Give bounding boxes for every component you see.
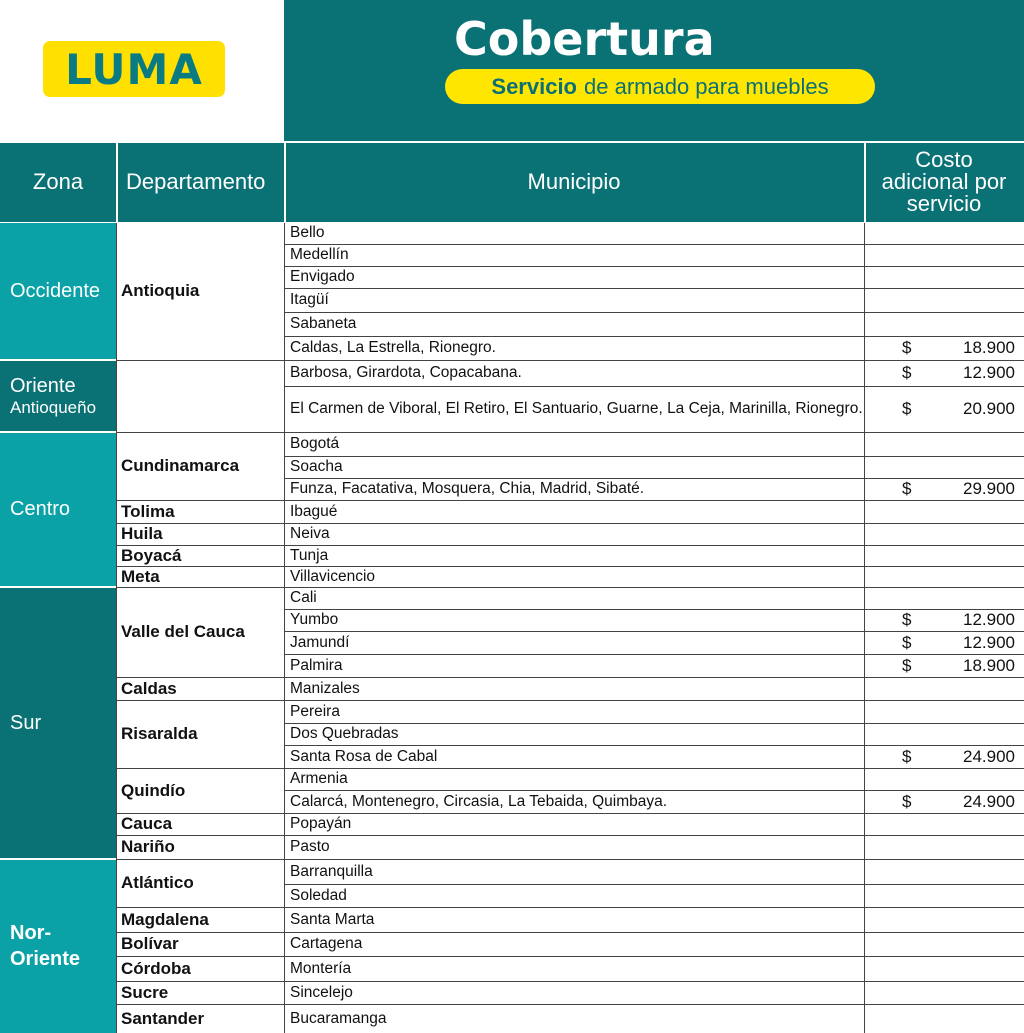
- table-row-municipio: [284, 1004, 864, 1033]
- table-row-costo: [864, 932, 1024, 956]
- grid-line: [0, 222, 1024, 223]
- grid-line: [116, 523, 284, 524]
- department-cell: [116, 1004, 284, 1033]
- zone-cell: [0, 360, 116, 432]
- grid-line: [0, 586, 116, 588]
- table-row-costo: [864, 288, 1024, 312]
- municipio-text: Dos Quebradas: [290, 725, 399, 742]
- municipio-text: Sabaneta: [290, 315, 357, 332]
- grid-line: [284, 631, 1024, 632]
- grid-line: [284, 768, 1024, 769]
- grid-line: [284, 813, 1024, 814]
- municipio-text: Yumbo: [290, 611, 339, 628]
- table-row-municipio: [284, 360, 864, 386]
- department-cell: [116, 432, 284, 500]
- municipio-text: Santa Rosa de Cabal: [290, 747, 438, 765]
- municipio-text: Villavicencio: [290, 567, 376, 585]
- grid-line: [0, 141, 1024, 143]
- municipio-text: Tunja: [290, 546, 329, 564]
- currency-symbol: $: [902, 791, 912, 811]
- table-row-costo: [864, 222, 1024, 244]
- table-row-costo: [864, 266, 1024, 288]
- table-row-costo: [864, 700, 1024, 723]
- grid-line: [116, 700, 284, 701]
- table-row-costo: [864, 360, 1024, 386]
- table-row-municipio: [284, 932, 864, 956]
- grid-line: [284, 654, 1024, 655]
- table-row-costo: [864, 609, 1024, 631]
- zone-cell: [0, 859, 116, 1033]
- grid-line: [116, 432, 284, 433]
- table-row-municipio: [284, 432, 864, 456]
- table-row-municipio: [284, 956, 864, 981]
- table-row-municipio: [284, 700, 864, 723]
- table-row-municipio: [284, 790, 864, 813]
- currency-symbol: $: [902, 746, 912, 766]
- grid-line: [116, 981, 284, 982]
- cost-amount: 18.900: [963, 338, 1015, 357]
- table-row-municipio: [284, 859, 864, 884]
- grid-line: [864, 141, 866, 222]
- table-row-costo: [864, 432, 1024, 456]
- grid-line: [116, 956, 284, 957]
- table-row-municipio: [284, 884, 864, 907]
- department-cell: [116, 813, 284, 835]
- department-label: Cundinamarca: [121, 456, 240, 475]
- table-row-costo: [864, 500, 1024, 523]
- department-label: Santander: [121, 1008, 205, 1028]
- grid-line: [284, 500, 1024, 501]
- currency-symbol: $: [902, 655, 912, 675]
- grid-line: [284, 360, 1024, 361]
- grid-line: [116, 907, 284, 908]
- table-row-municipio: [284, 222, 864, 244]
- municipio-text: Soledad: [290, 886, 347, 904]
- cost-amount: 24.900: [963, 746, 1015, 766]
- table-row-municipio: [284, 545, 864, 566]
- grid-line: [116, 360, 284, 361]
- municipio-text: Manizales: [290, 679, 360, 697]
- table-row-municipio: [284, 654, 864, 677]
- grid-line: [284, 859, 1024, 860]
- currency-symbol: $: [902, 399, 912, 418]
- currency-symbol: $: [902, 632, 912, 652]
- grid-line: [116, 141, 118, 222]
- department-cell: [116, 835, 284, 859]
- grid-line: [864, 222, 865, 1033]
- page-title: Cobertura: [454, 12, 715, 66]
- grid-line: [0, 359, 116, 361]
- grid-line: [116, 500, 284, 501]
- table-row-municipio: [284, 244, 864, 266]
- table-row-costo: [864, 566, 1024, 587]
- zone-label: Sur: [10, 711, 42, 734]
- currency-symbol: $: [902, 363, 912, 382]
- table-row-municipio: [284, 609, 864, 631]
- grid-line: [284, 677, 1024, 678]
- department-label: Sucre: [121, 982, 169, 1002]
- municipio-text: El Carmen de Viboral, El Retiro, El Santuario, Guarne, La Ceja, Marinilla, Rionegro.: [290, 400, 863, 417]
- table-row-municipio: [284, 566, 864, 587]
- zone-cell: [0, 222, 116, 360]
- grid-line: [284, 523, 1024, 524]
- column-label: Departamento: [126, 168, 266, 194]
- zone-cell: [0, 587, 116, 859]
- grid-line: [116, 587, 284, 588]
- table-row-costo: [864, 1004, 1024, 1033]
- grid-line: [116, 566, 284, 567]
- cost-amount: 20.900: [963, 399, 1015, 418]
- municipio-text: Pasto: [290, 838, 330, 855]
- cost-amount: 24.900: [963, 791, 1015, 811]
- table-row-municipio: [284, 631, 864, 654]
- department-label: Risaralda: [121, 724, 198, 743]
- column-label: Costo adicional por servicio: [881, 146, 1007, 216]
- department-label: Quindío: [121, 780, 186, 800]
- municipio-text: Itagüí: [290, 291, 329, 308]
- department-cell: [116, 500, 284, 523]
- table-row-municipio: [284, 266, 864, 288]
- header-zona: [0, 141, 116, 222]
- department-cell: [116, 587, 284, 677]
- municipio-text: Envigado: [290, 268, 355, 285]
- department-cell: [116, 956, 284, 981]
- table-row-costo: [864, 859, 1024, 884]
- grid-line: [284, 745, 1024, 746]
- table-row-costo: [864, 907, 1024, 932]
- currency-symbol: $: [902, 338, 912, 357]
- department-label: Meta: [121, 566, 160, 586]
- table-row-municipio: [284, 907, 864, 932]
- municipio-text: Soacha: [290, 458, 343, 475]
- header-costo: [864, 141, 1024, 222]
- grid-line: [284, 386, 1024, 387]
- grid-line: [284, 478, 1024, 479]
- table-row-municipio: [284, 587, 864, 609]
- grid-line: [284, 566, 1024, 567]
- department-label: Boyacá: [121, 545, 182, 565]
- department-label: Cauca: [121, 814, 173, 833]
- grid-line: [116, 768, 284, 769]
- header-municipio: [284, 141, 864, 222]
- table-row-municipio: [284, 745, 864, 768]
- table-row-municipio: [284, 981, 864, 1004]
- department-cell: [116, 360, 284, 432]
- table-row-costo: [864, 244, 1024, 266]
- department-cell: [116, 907, 284, 932]
- grid-line: [284, 312, 1024, 313]
- municipio-text: Caldas, La Estrella, Rionegro.: [290, 339, 496, 356]
- zone-label: Occidente: [10, 279, 101, 302]
- grid-line: [284, 723, 1024, 724]
- department-cell: [116, 222, 284, 360]
- department-cell: [116, 932, 284, 956]
- zone-label-2: Oriente: [10, 948, 81, 970]
- grid-line: [0, 431, 116, 433]
- table-row-costo: [864, 813, 1024, 835]
- table-row-costo: [864, 884, 1024, 907]
- zone-label: Centro: [10, 498, 71, 520]
- grid-line: [116, 859, 284, 860]
- table-row-costo: [864, 677, 1024, 700]
- municipio-text: Sincelejo: [290, 983, 353, 1001]
- table-row-municipio: [284, 500, 864, 523]
- table-row-municipio: [284, 677, 864, 700]
- table-row-costo: [864, 336, 1024, 360]
- department-cell: [116, 768, 284, 813]
- municipio-text: Bello: [290, 224, 325, 241]
- municipio-text: Bogotá: [290, 435, 340, 452]
- municipio-text: Montería: [290, 959, 352, 977]
- table-row-costo: [864, 790, 1024, 813]
- department-label: Huila: [121, 524, 163, 543]
- currency-symbol: $: [902, 479, 912, 498]
- municipio-text: Medellín: [290, 246, 349, 263]
- table-row-municipio: [284, 723, 864, 745]
- municipio-text: Barbosa, Girardota, Copacabana.: [290, 364, 522, 381]
- grid-line: [284, 266, 1024, 267]
- municipio-text: Bucaramanga: [290, 1009, 387, 1027]
- department-label: Valle del Cauca: [121, 622, 245, 641]
- municipio-text: Funza, Facatativa, Mosquera, Chia, Madrid, Sibaté.: [290, 480, 645, 497]
- subtitle-bold: Servicio: [491, 73, 577, 99]
- grid-line: [284, 545, 1024, 546]
- table-row-costo: [864, 312, 1024, 336]
- department-label: Tolima: [121, 501, 175, 521]
- grid-line: [284, 141, 286, 222]
- table-row-costo: [864, 745, 1024, 768]
- grid-line: [284, 956, 1024, 957]
- zone-label-2: Antioqueño: [10, 397, 97, 417]
- table-row-costo: [864, 654, 1024, 677]
- table-row-costo: [864, 768, 1024, 790]
- table-row-costo: [864, 956, 1024, 981]
- table-row-costo: [864, 386, 1024, 432]
- table-row-municipio: [284, 288, 864, 312]
- subtitle-text: de armado para muebles: [584, 73, 829, 99]
- municipio-text: Cali: [290, 589, 317, 606]
- grid-line: [284, 587, 1024, 588]
- grid-line: [0, 858, 116, 860]
- table-row-costo: [864, 545, 1024, 566]
- grid-line: [284, 336, 1024, 337]
- table-row-costo: [864, 478, 1024, 500]
- department-cell: [116, 700, 284, 768]
- column-label: Municipio: [527, 168, 621, 194]
- table-row-costo: [864, 835, 1024, 859]
- municipio-text: Popayán: [290, 815, 352, 832]
- table-row-costo: [864, 981, 1024, 1004]
- currency-symbol: $: [902, 610, 912, 629]
- department-label: Atlántico: [121, 873, 194, 892]
- grid-line: [284, 932, 1024, 933]
- municipio-text: Armenia: [290, 770, 348, 787]
- table-row-municipio: [284, 768, 864, 790]
- subtitle-pill: [445, 69, 875, 104]
- header-departamento: [116, 141, 284, 222]
- header-banner: [284, 0, 1024, 141]
- table-row-costo: [864, 723, 1024, 745]
- grid-line: [284, 222, 285, 1033]
- cost-amount: 12.900: [963, 610, 1015, 629]
- grid-line: [116, 1004, 284, 1005]
- department-cell: [116, 859, 284, 907]
- table-row-municipio: [284, 456, 864, 478]
- department-label: Nariño: [121, 837, 175, 856]
- table-row-municipio: [284, 813, 864, 835]
- department-cell: [116, 545, 284, 566]
- zone-label: Oriente: [10, 374, 76, 397]
- grid-line: [284, 244, 1024, 245]
- department-label: Magdalena: [121, 909, 209, 929]
- grid-line: [284, 790, 1024, 791]
- grid-line: [284, 700, 1024, 701]
- cost-amount: 12.900: [963, 363, 1015, 382]
- department-label: Caldas: [121, 678, 177, 698]
- municipio-text: Palmira: [290, 656, 343, 674]
- grid-line: [116, 545, 284, 546]
- department-cell: [116, 981, 284, 1004]
- grid-line: [116, 222, 117, 1033]
- grid-line: [284, 835, 1024, 836]
- department-cell: [116, 523, 284, 545]
- grid-line: [116, 677, 284, 678]
- grid-line: [284, 907, 1024, 908]
- table-row-costo: [864, 456, 1024, 478]
- column-label: Zona: [32, 168, 84, 194]
- municipio-text: Pereira: [290, 702, 340, 720]
- table-row-costo: [864, 587, 1024, 609]
- grid-line: [116, 932, 284, 933]
- cost-amount: 29.900: [963, 479, 1015, 498]
- cost-amount: 12.900: [963, 632, 1015, 652]
- cost-amount: 18.900: [963, 655, 1015, 675]
- table-row-municipio: [284, 478, 864, 500]
- grid-line: [284, 456, 1024, 457]
- municipio-text: Calarcá, Montenegro, Circasia, La Tebaida, Quimbaya.: [290, 792, 668, 810]
- grid-line: [116, 813, 284, 814]
- grid-line: [284, 981, 1024, 982]
- department-label: Antioquia: [121, 281, 200, 300]
- department-cell: [116, 677, 284, 700]
- municipio-text: Neiva: [290, 525, 330, 542]
- table-row-municipio: [284, 312, 864, 336]
- grid-line: [284, 884, 1024, 885]
- table-row-municipio: [284, 386, 864, 432]
- municipio-text: Ibagué: [290, 502, 338, 520]
- grid-line: [284, 288, 1024, 289]
- municipio-text: Barranquilla: [290, 862, 373, 880]
- zone-cell: [0, 432, 116, 587]
- table-row-costo: [864, 523, 1024, 545]
- municipio-text: Santa Marta: [290, 910, 375, 928]
- department-cell: [116, 566, 284, 587]
- department-label: Córdoba: [121, 958, 191, 978]
- zone-label: Nor-: [10, 922, 52, 944]
- grid-line: [116, 835, 284, 836]
- luma-logo: LUMA: [43, 41, 225, 97]
- table-row-municipio: [284, 336, 864, 360]
- table-row-municipio: [284, 835, 864, 859]
- department-label: Bolívar: [121, 934, 179, 953]
- logo-area: [0, 0, 284, 141]
- grid-line: [284, 432, 1024, 433]
- municipio-text: Cartagena: [290, 935, 363, 952]
- grid-line: [284, 1004, 1024, 1005]
- table-row-municipio: [284, 523, 864, 545]
- municipio-text: Jamundí: [290, 633, 350, 651]
- grid-line: [284, 609, 1024, 610]
- table-row-costo: [864, 631, 1024, 654]
